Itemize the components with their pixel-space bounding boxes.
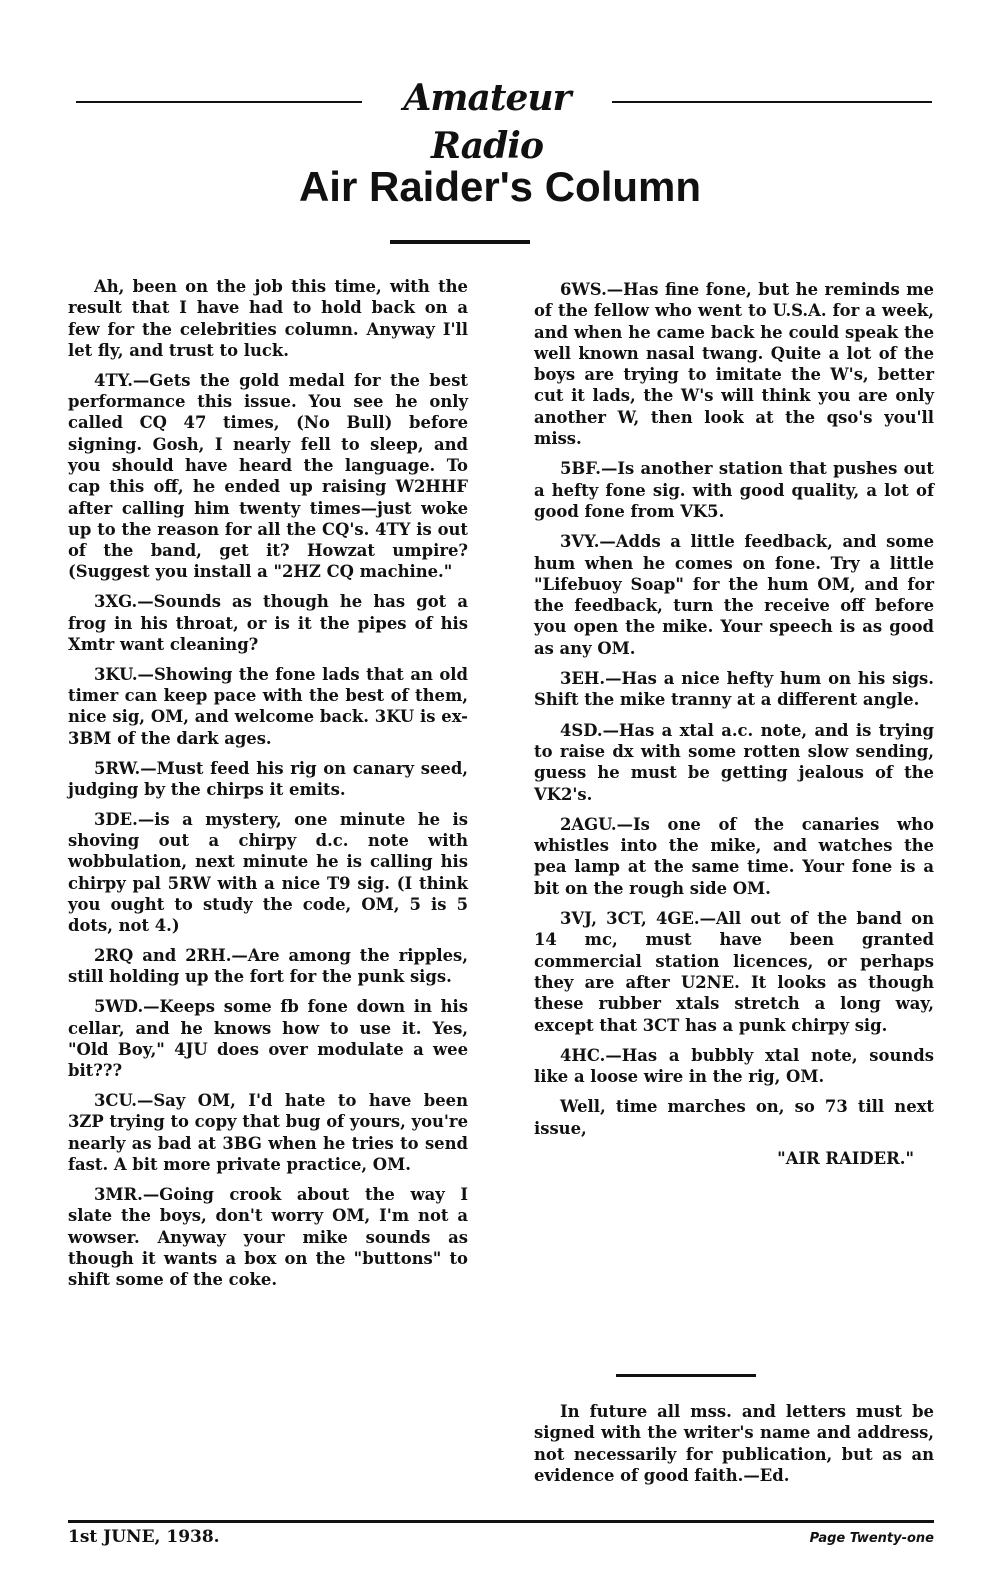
masthead-rule-right [612, 101, 932, 103]
left-column [68, 276, 468, 1299]
paragraph: 4TY.—Gets the gold medal for the best performance this issue. You see he only called CQ 47 times, (No Bull) before signing. Gosh, I nearly fell to sleep, and you should have heard the language. To cap this off, he ended up raising W2HHF after calling him twenty times—just woke up to the reason for all the CQ's. 4TY is out of the band, get it? Howzat umpire? (Suggest you install a "2HZ CQ machine." [68, 370, 468, 582]
paragraph: 5WD.—Keeps some fb fone down in his cellar, and he knows how to use it. Yes, "Old Boy," 4JU does over modulate a wee bit??? [68, 997, 468, 1081]
paragraph: 2AGU.—Is one of the canaries who whistles into the mike, and watches the pea lamp at the same time. Your fone is a bit on the rough side OM. [534, 814, 934, 898]
paragraph: 5RW.—Must feed his rig on canary seed, judging by the chirps it emits. [68, 758, 468, 799]
masthead [72, 72, 932, 167]
paragraph: 5BF.—Is another station that pushes out a hefty fone sig. with good quality, a lot of good fone from VK5. [534, 459, 934, 521]
paragraph: 3VY.—Adds a little feedback, and some hum when he comes on fone. Try a little "Lifebuoy Soap" for the hum OM, and for the feedback, turn the receive off before you open the mike. Your speech is as good as any OM. [534, 532, 934, 658]
masthead-rule-left [76, 101, 362, 103]
editor-note-block [534, 1401, 934, 1495]
title-divider [390, 240, 530, 244]
paragraph: 2RQ and 2RH.—Are among the ripples, still holding up the fort for the punk sigs. [68, 946, 468, 987]
paragraph: 3MR.—Going crook about the way I slate the boys, don't worry OM, I'm not a wowser. Anyway your mike sounds as though it wants a box on the "buttons" to shift some of the coke. [68, 1184, 468, 1290]
paragraph: 3XG.—Sounds as though he has got a frog in his throat, or is it the pipes of his Xmtr want cleaning? [68, 592, 468, 654]
paragraph: Well, time marches on, so 73 till next issue, [534, 1097, 934, 1138]
paragraph: 3CU.—Say OM, I'd hate to have been 3ZP trying to copy that bug of yours, you're nearly as bad at 3BG when he tries to send fast. A bit more private practice, OM. [68, 1091, 468, 1175]
paragraph: 4SD.—Has a xtal a.c. note, and is trying to raise dx with some rotten slow sending, guess he must be getting jealous of the VK2's. [534, 720, 934, 804]
footer-rule [68, 1520, 934, 1523]
footer-page-number: Page Twenty-one [809, 1531, 934, 1546]
paragraph: 3VJ, 3CT, 4GE.—All out of the band on 14 mc, must have been granted commercial station licences, or perhaps they are after U2NE. It looks as though these rubber xtals stretch a long way, except that 3CT has a punk chirpy sig. [534, 909, 934, 1035]
paragraph: 3DE.—is a mystery, one minute he is shoving out a chirpy d.c. note with wobbulation, next minute he is calling his chirpy pal 5RW with a nice T9 sig. (I think you ought to study the code, OM, 5 is 5 dots, not 4.) [68, 809, 468, 936]
paragraph: 4HC.—Has a bubbly xtal note, sounds like a loose wire in the rig, OM. [534, 1045, 934, 1087]
signature: "AIR RAIDER." [777, 1148, 914, 1168]
footer-date: 1st JUNE, 1938. [68, 1527, 220, 1547]
paragraph: 3KU.—Showing the fone lads that an old timer can keep pace with the best of them, nice sig, OM, and welcome back. 3KU is ex-3BM of the dark ages. [68, 664, 468, 748]
paragraph: 6WS.—Has fine fone, but he reminds me of the fellow who went to U.S.A. for a week, and when he came back he could speak the well known nasal twang. Quite a lot of the boys are trying to imitate the W's, better cut it lads, the W's will think you are only another W, then look at the qso's you'll miss. [534, 280, 934, 449]
editor-note: In future all mss. and letters must be signed with the writer's name and address, not necessarily for publication, but as an evidence of good faith.—Ed. [534, 1402, 934, 1485]
masthead-title: Amateur Radio [403, 77, 571, 167]
article-title: Air Raider's Column [298, 163, 702, 210]
right-column [534, 279, 934, 1178]
paragraph: 3EH.—Has a nice hefty hum on his sigs. Shift the mike tranny at a different angle. [534, 669, 934, 710]
section-divider [616, 1374, 756, 1377]
paragraph: Ah, been on the job this time, with the result that I have had to hold back on a few for the celebrities column. Anyway I'll let fly, and trust to luck. [68, 277, 468, 360]
